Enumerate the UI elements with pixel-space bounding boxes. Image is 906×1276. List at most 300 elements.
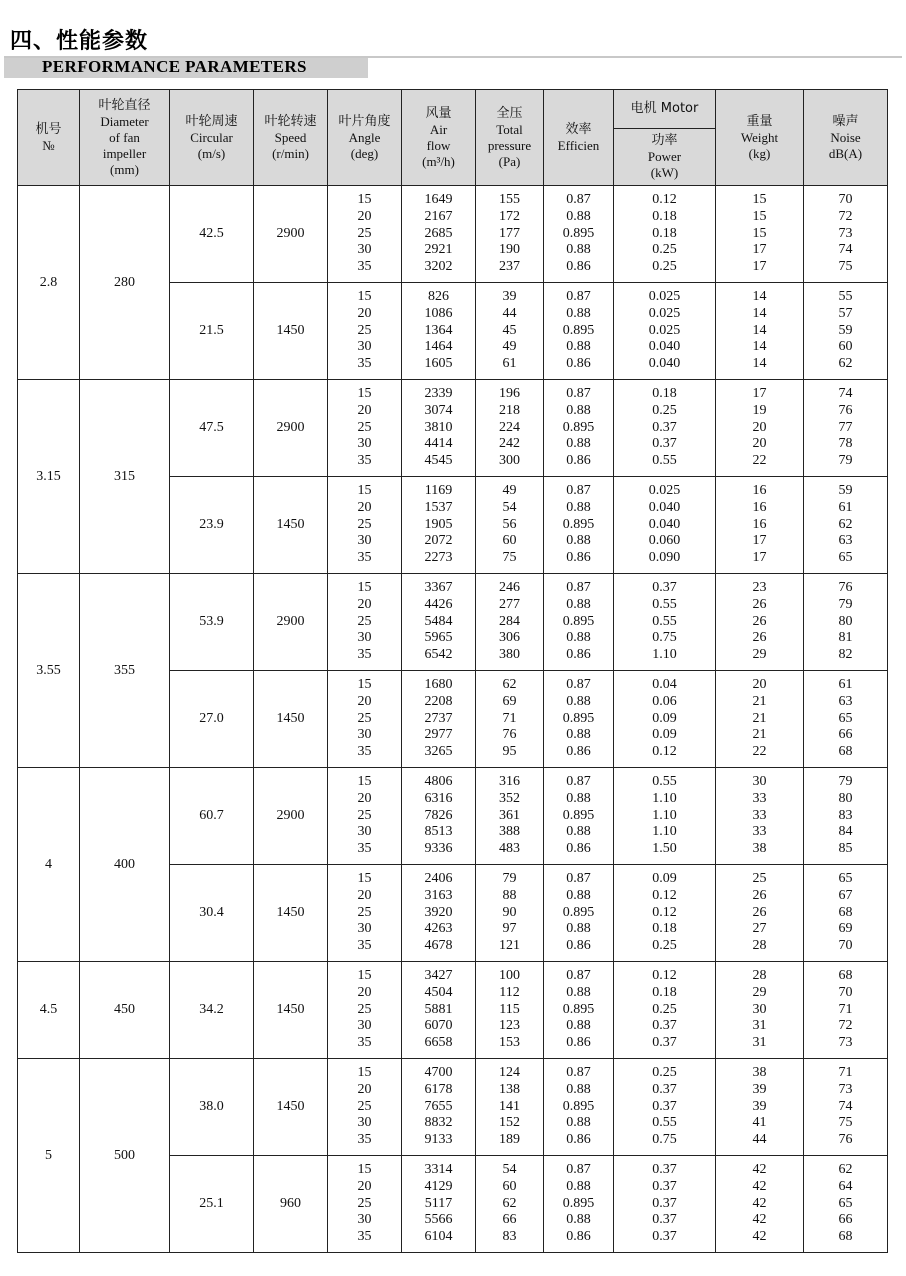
cell-value: 42 [752,1212,767,1228]
model-no-cell: 2.8 [18,186,80,380]
cell-value: 64 [838,1178,853,1194]
cell-value: 0.88 [566,1018,591,1034]
noise-cell [804,865,888,962]
cell-value: 14 [752,356,767,372]
airflow-cell [402,283,476,380]
cell-value: 39 [752,1081,767,1097]
cell-value: 0.87 [566,191,591,207]
cell-value: 25 [357,419,372,435]
cell-value: 0.88 [566,242,591,258]
weight-cell [716,1156,804,1253]
table-row [18,186,888,283]
cell-value: 70 [838,191,853,207]
cell-value: 19 [752,402,767,418]
circular-speed-cell: 60.7 [170,768,254,865]
cell-value: 0.895 [562,322,595,338]
header-pressure: 全压 Total pressure (Pa) [476,90,544,186]
cell-value: 16 [752,499,767,515]
header-diameter: 叶轮直径 Diameter of fan impeller (mm) [80,90,170,186]
cell-value: 0.88 [566,533,591,549]
cell-value: 0.895 [562,710,595,726]
table-row [18,962,888,1059]
cell-value: 0.87 [566,967,591,983]
cell-value: 83 [502,1229,517,1245]
cell-value: 15 [357,482,372,498]
efficiency-cell [544,380,614,477]
cell-value: 74 [838,385,853,401]
cell-value: 0.87 [566,773,591,789]
pressure-cell [476,186,544,283]
cell-value: 3074 [424,402,453,418]
weight-cell [716,574,804,671]
cell-value: 9133 [424,1132,453,1148]
cell-value: 172 [499,208,520,224]
angle-cell [328,1156,402,1253]
pressure-cell [476,477,544,574]
cell-value: 0.88 [566,921,591,937]
cell-value: 1.50 [652,841,677,857]
cell-value: 97 [502,921,517,937]
cell-value: 77 [838,419,853,435]
cell-value: 0.18 [652,208,677,224]
cell-value: 237 [499,259,520,275]
cell-value: 73 [838,225,853,241]
cell-value: 75 [838,259,853,275]
cell-value: 115 [499,1001,520,1017]
cell-value: 54 [502,499,517,515]
pressure-cell [476,962,544,1059]
model-no-cell: 3.55 [18,574,80,768]
cell-value: 0.25 [652,1064,677,1080]
cell-value: 0.18 [652,225,677,241]
cell-value: 80 [838,613,853,629]
cell-value: 0.25 [652,1001,677,1017]
cell-value: 20 [357,887,372,903]
cell-value: 112 [499,984,520,1000]
cell-value: 1.10 [652,647,677,663]
cell-value: 0.55 [652,773,677,789]
cell-value: 74 [838,1098,853,1114]
cell-value: 15 [357,967,372,983]
cell-value: 56 [502,516,517,532]
cell-value: 0.12 [652,887,677,903]
cell-value: 388 [499,824,520,840]
cell-value: 2406 [424,870,453,886]
cell-value: 33 [752,824,767,840]
power-cell [614,574,716,671]
cell-value: 0.86 [566,259,591,275]
cell-value: 20 [752,676,767,692]
cell-value: 190 [499,242,520,258]
cell-value: 68 [838,1229,853,1245]
cell-value: 0.040 [648,516,681,532]
cell-value: 66 [838,727,853,743]
cell-value: 63 [838,693,853,709]
table-row [18,574,888,671]
cell-value: 7655 [424,1098,453,1114]
cell-value: 4806 [424,773,453,789]
rotation-speed-cell: 1450 [254,671,328,768]
cell-value: 45 [502,322,517,338]
angle-cell [328,574,402,671]
cell-value: 61 [502,356,517,372]
cell-value: 0.025 [648,288,681,304]
cell-value: 20 [752,436,767,452]
cell-value: 0.55 [652,596,677,612]
cell-value: 17 [752,242,767,258]
cell-value: 0.09 [652,870,677,886]
cell-value: 2072 [424,533,453,549]
cell-value: 27 [752,921,767,937]
cell-value: 20 [357,402,372,418]
cell-value: 0.37 [652,1212,677,1228]
cell-value: 1680 [424,676,453,692]
cell-value: 0.55 [652,453,677,469]
cell-value: 0.37 [652,436,677,452]
weight-cell [716,671,804,768]
cell-value: 22 [752,453,767,469]
diameter-cell: 315 [80,380,170,574]
rotation-speed-cell: 960 [254,1156,328,1253]
cell-value: 22 [752,744,767,760]
cell-value: 0.87 [566,870,591,886]
cell-value: 0.75 [652,1132,677,1148]
cell-value: 20 [357,693,372,709]
cell-value: 8513 [424,824,453,840]
cell-value: 4414 [424,436,453,452]
cell-value: 5484 [424,613,453,629]
header-angle: 叶片角度 Angle (deg) [328,90,402,186]
cell-value: 5965 [424,630,453,646]
cell-value: 4504 [424,984,453,1000]
circular-speed-cell: 47.5 [170,380,254,477]
cell-value: 90 [502,904,517,920]
circular-speed-cell: 53.9 [170,574,254,671]
cell-value: 15 [357,579,372,595]
cell-value: 72 [838,208,853,224]
cell-value: 25 [357,1098,372,1114]
cell-value: 76 [838,402,853,418]
header-no: 机号 № [18,90,80,186]
cell-value: 60 [502,1178,517,1194]
cell-value: 44 [502,305,517,321]
cell-value: 20 [357,984,372,1000]
cell-value: 69 [838,921,853,937]
header-speed: 叶轮转速 Speed (r/min) [254,90,328,186]
cell-value: 0.040 [648,339,681,355]
cell-value: 352 [499,790,520,806]
cell-value: 79 [502,870,517,886]
cell-value: 0.87 [566,1161,591,1177]
cell-value: 65 [838,710,853,726]
rotation-speed-cell: 2900 [254,574,328,671]
cell-value: 17 [752,385,767,401]
cell-value: 83 [838,807,853,823]
pressure-cell [476,380,544,477]
angle-cell [328,283,402,380]
cell-value: 0.12 [652,744,677,760]
cell-value: 68 [838,967,853,983]
cell-value: 79 [838,453,853,469]
cell-value: 35 [357,550,372,566]
cell-value: 14 [752,288,767,304]
header-circular: 叶轮周速 Circular (m/s) [170,90,254,186]
pressure-cell [476,1156,544,1253]
cell-value: 15 [752,225,767,241]
cell-value: 0.88 [566,596,591,612]
cell-value: 1649 [424,191,453,207]
cell-value: 0.88 [566,824,591,840]
cell-value: 1364 [424,322,453,338]
angle-cell [328,186,402,283]
table-row [18,768,888,865]
cell-value: 20 [357,596,372,612]
cell-value: 25 [357,516,372,532]
cell-value: 0.87 [566,288,591,304]
cell-value: 189 [499,1132,520,1148]
cell-value: 38 [752,841,767,857]
cell-value: 155 [499,191,520,207]
header-power: 功率 Power (kW) [614,129,716,186]
cell-value: 0.895 [562,613,595,629]
cell-value: 79 [838,596,853,612]
cell-value: 2208 [424,693,453,709]
cell-value: 84 [838,824,853,840]
cell-value: 0.25 [652,938,677,954]
cell-value: 59 [838,482,853,498]
cell-value: 0.86 [566,938,591,954]
efficiency-cell [544,186,614,283]
cell-value: 15 [357,773,372,789]
efficiency-cell [544,865,614,962]
cell-value: 0.87 [566,1064,591,1080]
cell-value: 35 [357,938,372,954]
cell-value: 6316 [424,790,453,806]
cell-value: 26 [752,630,767,646]
angle-cell [328,768,402,865]
airflow-cell [402,768,476,865]
cell-value: 49 [502,339,517,355]
cell-value: 100 [499,967,520,983]
efficiency-cell [544,477,614,574]
cell-value: 82 [838,647,853,663]
cell-value: 0.12 [652,191,677,207]
cell-value: 1905 [424,516,453,532]
cell-value: 0.88 [566,436,591,452]
cell-value: 0.37 [652,1098,677,1114]
cell-value: 30 [357,339,372,355]
cell-value: 0.25 [652,402,677,418]
cell-value: 30 [357,436,372,452]
power-cell [614,865,716,962]
cell-value: 121 [499,938,520,954]
cell-value: 28 [752,967,767,983]
cell-value: 68 [838,904,853,920]
cell-value: 0.12 [652,904,677,920]
table-row [18,1059,888,1156]
cell-value: 0.37 [652,1229,677,1245]
cell-value: 0.895 [562,904,595,920]
cell-value: 69 [502,693,517,709]
efficiency-cell [544,1059,614,1156]
rotation-speed-cell: 1450 [254,865,328,962]
cell-value: 33 [752,807,767,823]
diameter-cell: 280 [80,186,170,380]
cell-value: 62 [838,516,853,532]
cell-value: 0.37 [652,1035,677,1051]
cell-value: 65 [838,1195,853,1211]
cell-value: 35 [357,259,372,275]
cell-value: 138 [499,1081,520,1097]
cell-value: 15 [357,191,372,207]
cell-value: 81 [838,630,853,646]
cell-value: 30 [357,824,372,840]
cell-value: 76 [502,727,517,743]
cell-value: 224 [499,419,520,435]
cell-value: 0.060 [648,533,681,549]
cell-value: 0.88 [566,790,591,806]
power-cell [614,962,716,1059]
cell-value: 6542 [424,647,453,663]
cell-value: 20 [752,419,767,435]
circular-speed-cell: 21.5 [170,283,254,380]
cell-value: 5881 [424,1001,453,1017]
cell-value: 4700 [424,1064,453,1080]
rotation-speed-cell: 2900 [254,768,328,865]
cell-value: 25 [752,870,767,886]
cell-value: 0.37 [652,419,677,435]
cell-value: 25 [357,225,372,241]
cell-value: 35 [357,1132,372,1148]
cell-value: 30 [357,921,372,937]
power-cell [614,283,716,380]
circular-speed-cell: 25.1 [170,1156,254,1253]
cell-value: 49 [502,482,517,498]
cell-value: 0.86 [566,1132,591,1148]
cell-value: 0.895 [562,807,595,823]
cell-value: 15 [357,676,372,692]
cell-value: 20 [357,1178,372,1194]
cell-value: 62 [502,1195,517,1211]
cell-value: 25 [357,1195,372,1211]
cell-value: 0.88 [566,305,591,321]
cell-value: 0.88 [566,1115,591,1131]
airflow-cell [402,380,476,477]
cell-value: 26 [752,613,767,629]
cell-value: 30 [357,533,372,549]
circular-speed-cell: 23.9 [170,477,254,574]
cell-value: 218 [499,402,520,418]
cell-value: 0.86 [566,1035,591,1051]
cell-value: 0.06 [652,693,677,709]
airflow-cell [402,671,476,768]
cell-value: 76 [838,579,853,595]
cell-value: 124 [499,1064,520,1080]
cell-value: 152 [499,1115,520,1131]
efficiency-cell [544,768,614,865]
cell-value: 246 [499,579,520,595]
airflow-cell [402,1059,476,1156]
cell-value: 0.25 [652,259,677,275]
cell-value: 25 [357,322,372,338]
cell-value: 28 [752,938,767,954]
cell-value: 0.895 [562,1001,595,1017]
cell-value: 2167 [424,208,453,224]
cell-value: 25 [357,710,372,726]
cell-value: 76 [838,1132,853,1148]
airflow-cell [402,865,476,962]
cell-value: 21 [752,727,767,743]
weight-cell [716,1059,804,1156]
weight-cell [716,768,804,865]
cell-value: 0.75 [652,630,677,646]
cell-value: 1537 [424,499,453,515]
cell-value: 0.86 [566,647,591,663]
cell-value: 6178 [424,1081,453,1097]
noise-cell [804,768,888,865]
circular-speed-cell: 38.0 [170,1059,254,1156]
rotation-speed-cell: 1450 [254,962,328,1059]
cell-value: 30 [357,727,372,743]
diameter-cell: 500 [80,1059,170,1253]
cell-value: 78 [838,436,853,452]
model-no-cell: 4.5 [18,962,80,1059]
cell-value: 0.88 [566,339,591,355]
cell-value: 5117 [424,1195,453,1211]
weight-cell [716,865,804,962]
cell-value: 25 [357,807,372,823]
cell-value: 73 [838,1035,853,1051]
cell-value: 6658 [424,1035,453,1051]
cell-value: 0.88 [566,693,591,709]
cell-value: 42 [752,1161,767,1177]
weight-cell [716,477,804,574]
cell-value: 242 [499,436,520,452]
rotation-speed-cell: 2900 [254,380,328,477]
efficiency-cell [544,962,614,1059]
cell-value: 0.88 [566,1178,591,1194]
cell-value: 4678 [424,938,453,954]
airflow-cell [402,962,476,1059]
pressure-cell [476,671,544,768]
cell-value: 8832 [424,1115,453,1131]
cell-value: 54 [502,1161,517,1177]
cell-value: 67 [838,887,853,903]
circular-speed-cell: 42.5 [170,186,254,283]
cell-value: 30 [752,773,767,789]
cell-value: 15 [357,1161,372,1177]
pressure-cell [476,768,544,865]
cell-value: 85 [838,841,853,857]
rotation-speed-cell: 2900 [254,186,328,283]
cell-value: 0.37 [652,1018,677,1034]
page-title: 四、性能参数 [10,29,149,54]
cell-value: 62 [502,676,517,692]
cell-value: 3202 [424,259,453,275]
power-cell [614,1156,716,1253]
angle-cell [328,1059,402,1156]
cell-value: 75 [502,550,517,566]
cell-value: 62 [838,1161,853,1177]
angle-cell [328,962,402,1059]
cell-value: 39 [502,288,517,304]
cell-value: 71 [838,1001,853,1017]
cell-value: 0.86 [566,453,591,469]
pressure-cell [476,574,544,671]
efficiency-cell [544,574,614,671]
cell-value: 17 [752,533,767,549]
cell-value: 0.87 [566,482,591,498]
